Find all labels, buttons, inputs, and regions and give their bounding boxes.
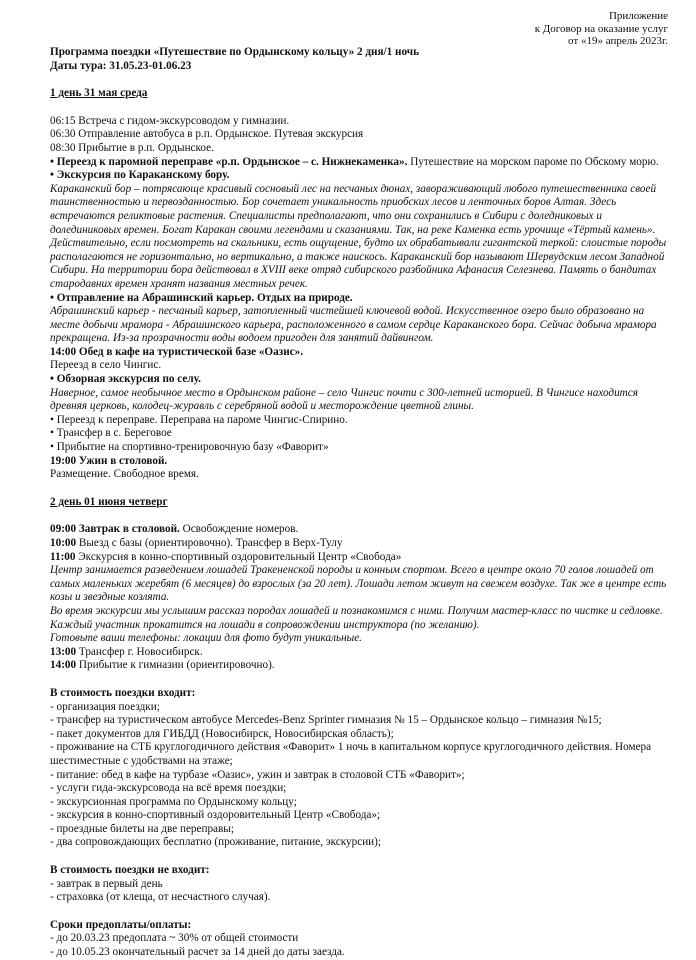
included-item: - экскурсия в конно-спортивный оздоровительный Центр «Свобода»; xyxy=(50,809,381,822)
included-heading: В стоимость поездки входит: xyxy=(50,686,196,699)
karakan-description: Караканский бор – потрясающе красивый сосновый лес на песчаных дюнах, завораживающий любого путешественника своей таинственностью и первозданностью. Бор сочетает уникальность приобских лесов и ленточных боров Алтая. Здесь встречаются реликтовые растения. Специалисты предполагают, что они сохранились в Сибири с доледниковых и долединиковых времен. Богат Каракан своими легендами и сказаниями. Так, на реке Каменка есть урочище «Тёртый камень». Действительно, если посмотреть на скальники, есть ощущение, будто их обрабатывали гигантской теркой: слоистые породы располагаются не горизонтально, но вертикально, а также наискось. Караканский бор называют Шервудским лесом Западной Сибири. На территории бора действовал в XVIII веке отряд сибирского разбойника Афанасия Селезнева. Память о бандитах стародавних времен хранят названия местных речек. xyxy=(50,182,667,290)
program-title: Программа поездки «Путешествие по Ордынскому кольцу» 2 дня/1 ночь xyxy=(50,46,420,58)
village-tour-heading: • Обзорная экскурсия по селу. xyxy=(50,373,201,386)
payment-item: - до 20.03.23 предоплата ~ 30% от общей стоимости xyxy=(50,932,299,945)
move-line: Переезд в село Чингис. xyxy=(50,359,162,372)
breakfast-rest: Освобождение номеров. xyxy=(179,523,299,536)
rest-line: Размещение. Свободное время. xyxy=(50,468,199,481)
annex-block xyxy=(535,10,668,48)
arrival-rest: Прибытие к гимназии (ориентировочно). xyxy=(76,659,275,672)
bullet-item: • Трансфер в с. Береговое xyxy=(50,427,172,440)
breakfast-line xyxy=(50,523,670,537)
tour-dates: Даты тура: 31.05.23-01.06.23 xyxy=(50,59,192,72)
day1-heading: 1 день 31 мая среда xyxy=(50,87,148,100)
dinner-line: 19:00 Ужин в столовой. xyxy=(50,454,168,467)
bullet-item: • Прибытие на спортивно-тренировочную базу «Фаворит» xyxy=(50,441,329,454)
excluded-heading: В стоимость поездки не входит: xyxy=(50,864,210,877)
included-item: - экскурсионная программа по Ордынскому кольцу; xyxy=(50,795,297,808)
day2-heading: 2 день 01 июня четверг xyxy=(50,495,168,508)
included-item: - проживание на СТБ круглогодичного действия «Фаворит» 1 ночь в капитальном корпусе круглогодичного действия. Номера шестиместные с удобствами на этаже; xyxy=(50,741,652,767)
karakan-heading: • Экскурсия по Караканскому бору. xyxy=(50,169,230,182)
arrival-time: 14:00 xyxy=(50,659,77,672)
quarry-description: Абрашинский карьер - песчаный карьер, затопленный чистейшей ключевой водой. Искусственное озеро было образовано на месте добычи мрамора - Абрашинского карьера, расположенного в самом сердце Караканского бора. Сейчас добыча мрамора прекращена. Из-за прозрачности воды водоем пригоден для занятий дайвингом. xyxy=(50,305,657,345)
annex-line: к Договор на оказание услуг xyxy=(534,22,668,35)
horse-center-description: Во время экскурсии мы услышим рассказ породах лошадей и познакомимся с ними. Получим мастер-класс по чистке и седловке. Каждый участник прокатится на лошади в сопровождении инструктора (по желанию). xyxy=(50,604,663,631)
excluded-item: - завтрак в первый день xyxy=(50,877,163,890)
transfer-time: 13:00 xyxy=(50,645,77,658)
excursion-time: 11:00 xyxy=(50,550,76,563)
horse-center-description: Центр занимается разведением лошадей Тракененской породы и конным спортом. Всего в центре около 70 голов лошадей от самых маленьких жеребят (6 месяцев) до взрослых (за 20 лет). Лошади летом живут на свежем воздухе. Так же в центре есть козы и звездные козлята. xyxy=(50,564,667,604)
transfer-rest: Трансфер г. Новосибирск. xyxy=(76,645,203,658)
payment-item: - до 10.05.23 окончательный расчет за 14 дней до даты заезда. xyxy=(50,946,345,959)
excursion-rest: Экскурсия в конно-спортивный оздоровительный Центр «Свобода» xyxy=(75,550,402,563)
included-item: - пакет документов для ГИБДД (Новосибирск, Новосибирская область); xyxy=(50,727,394,740)
horse-center-description: Готовьте ваши телефоны: локации для фото будут уникальные. xyxy=(50,632,362,645)
excluded-item: - страховка (от клеща, от несчастного случая). xyxy=(50,891,271,904)
excursion-line xyxy=(50,551,670,565)
annex-line: от «19» апрель 2023г. xyxy=(568,35,668,48)
ferry-line xyxy=(50,156,670,170)
included-item: - организация поездки; xyxy=(50,700,160,713)
ferry-rest: Путешествие на морском пароме по Обскому морю. xyxy=(407,155,659,168)
included-item: - проездные билеты на две переправы; xyxy=(50,822,234,835)
quarry-heading: • Отправление на Абрашинский карьер. Отдых на природе. xyxy=(50,291,353,304)
included-item: - два сопровождающих бесплатно (проживание, питание, экскурсии); xyxy=(50,836,382,849)
arrival-line xyxy=(50,659,670,673)
schedule-line: 06:15 Встреча с гидом-экскурсоводом у гимназии. xyxy=(50,114,290,127)
departure-time: 10:00 xyxy=(50,537,77,549)
village-tour-description: Наверное, самое необычное место в Ордынском районе – село Чингис почти с 300-летней историей. В Чингисе находится древняя церковь, колодец-журавль с серебряной водой и месторождение цветной глины. xyxy=(50,386,638,413)
departure-line xyxy=(50,537,670,551)
ferry-bold: • Переезд к паромной переправе «р.п. Ордынское – с. Нижнекаменка». xyxy=(50,155,408,168)
lunch-line: 14:00 Обед в кафе на туристической базе «Оазис». xyxy=(50,345,304,358)
breakfast-bold: 09:00 Завтрак в столовой. xyxy=(50,523,180,536)
document-body xyxy=(50,46,670,960)
included-item: - питание: обед в кафе на турбазе «Оазис», ужин и завтрак в столовой СТБ «Фаворит»; xyxy=(50,768,465,781)
annex-line: Приложение xyxy=(608,10,668,22)
transfer-line xyxy=(50,646,670,660)
schedule-line: 06:30 Отправление автобуса в р.п. Ордынское. Путевая экскурсия xyxy=(50,128,364,141)
included-item: - услуги гида-экскурсовода на всё время поездки; xyxy=(50,782,287,795)
departure-rest: Выезд с базы (ориентировочно). Трансфер в Верх-Тулу xyxy=(76,537,343,549)
bullet-item: • Переезд к переправе. Переправа на пароме Чингис-Спирино. xyxy=(50,413,348,426)
payment-heading: Сроки предоплаты/оплаты: xyxy=(50,918,192,931)
schedule-line: 08:30 Прибытие в р.п. Ордынское. xyxy=(50,141,214,154)
included-item: - трансфер на туристическом автобусе Mercedes-Benz Sprinter гимназия № 15 – Ордынское кольцо – гимназия №15; xyxy=(50,714,602,727)
